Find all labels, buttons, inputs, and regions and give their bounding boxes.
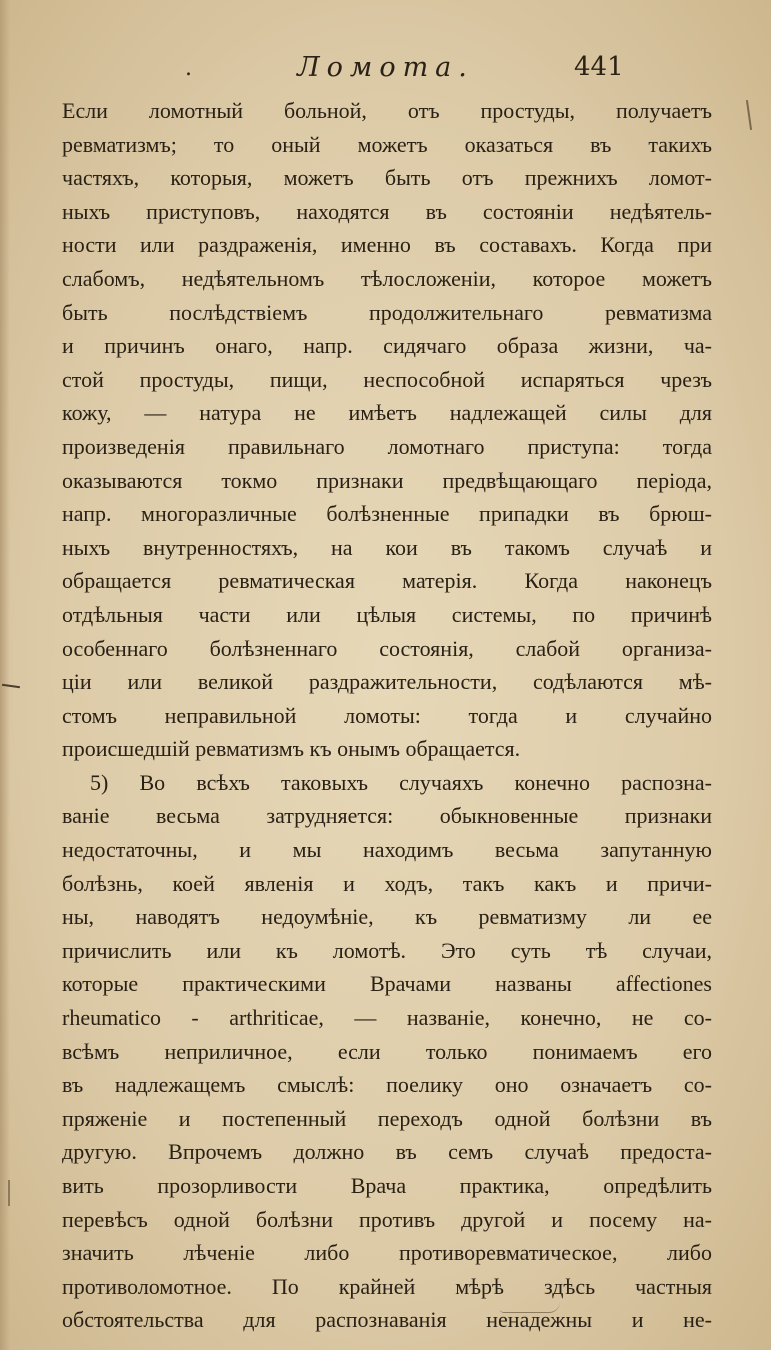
text-line: ности или раздраженія, именно въ составахъ. Когда при	[62, 232, 712, 258]
text-line: ныхъ внутренностяхъ, на кои въ такомъ случаѣ и	[62, 534, 712, 560]
text-line: ревматизмъ; то оный можетъ оказаться въ такихъ	[62, 131, 712, 157]
text-line: противоломотное. По крайней мѣрѣ здѣсь частныя	[62, 1273, 712, 1299]
header-dot: .	[185, 56, 192, 81]
text-line: напр. многоразличные болѣзненные припадки въ брюш-	[62, 501, 712, 527]
text-line: ціи или великой раздражительности, содѣлаются мѣ-	[62, 669, 712, 695]
text-line: обстоятельства для распознаванія ненадежны и не-	[62, 1307, 712, 1333]
text-line: перевѣсъ одной болѣзни противъ другой и посему на-	[62, 1206, 712, 1232]
text-line: особеннаго болѣзненнаго состоянія, слабой организа-	[62, 635, 712, 661]
text-line: значить лѣченіе либо противоревматическое, либо	[62, 1240, 712, 1266]
text-line: rheumatico - arthriticae, — названіе, конечно, не со-	[62, 1005, 712, 1031]
text-line: обращается ревматическая матерія. Когда наконецъ	[62, 568, 712, 594]
text-line: стомъ неправильной ломоты: тогда и случайно	[62, 702, 712, 728]
text-line: отдѣльныя части или цѣлыя системы, по причинѣ	[62, 601, 712, 627]
text-line: оказываются токмо признаки предвѣщающаго періода,	[62, 467, 712, 493]
body-text	[62, 94, 712, 1337]
text-line: быть послѣдствіемъ продолжительнаго ревматизма	[62, 299, 712, 325]
text-line: которые практическими Врачами названы affectiones	[62, 971, 712, 997]
margin-stain	[746, 100, 752, 130]
text-line: Если ломотный больной, отъ простуды, получаетъ	[62, 98, 712, 123]
text-line: частяхъ, которыя, можетъ быть отъ прежнихъ ломот-	[62, 165, 712, 191]
pencil-mark	[500, 1302, 560, 1313]
text-line: слабомъ, недѣятельномъ тѣлосложеніи, которое можетъ	[62, 265, 712, 291]
text-line: ны, наводятъ недоумѣніе, къ ревматизму ли ее	[62, 904, 712, 930]
text-line: и причинъ онаго, напр. сидячаго образа жизни, ча-	[62, 333, 712, 359]
text-line: пряженіе и постепенный переходъ одной болѣзни въ	[62, 1105, 712, 1131]
text-line: ныхъ приступовъ, находятся въ состояніи недѣятель-	[62, 198, 712, 224]
running-title: Ломота.	[297, 52, 474, 83]
text-line: ваніе весьма затрудняется: обыкновенные признаки	[62, 803, 712, 829]
text-line: недостаточны, и мы находимъ весьма запутанную	[62, 837, 712, 863]
text-line: въ надлежащемъ смыслѣ: поелику оно означаетъ со-	[62, 1072, 712, 1098]
text-line: всѣмъ неприличное, если только понимаемъ его	[62, 1038, 712, 1064]
text-line: произведенія правильнаго ломотнаго приступа: тогда	[62, 433, 712, 459]
text-line: происшедшій ревматизмъ къ онымъ обращается.	[62, 736, 521, 762]
text-line: другую. Впрочемъ должно въ семъ случаѣ предоста-	[62, 1139, 712, 1165]
paragraph-start-line: 5) Во всѣхъ таковыхъ случаяхъ конечно распозна-	[90, 769, 712, 795]
margin-stain	[8, 1180, 10, 1206]
text-line: вить прозорливости Врача практика, опредѣлить	[62, 1173, 712, 1198]
text-line: стой простуды, пищи, неспособной испаряться чрезъ	[62, 366, 712, 392]
page-number: 441	[574, 52, 624, 82]
text-line: болѣзнь, коей явленія и ходъ, такъ какъ и причи-	[62, 870, 712, 896]
page-edge-shadow	[0, 0, 10, 1350]
text-line: причислить или къ ломотѣ. Это суть тѣ случаи,	[62, 937, 712, 963]
text-line: кожу, — натура не имѣетъ надлежащей силы для	[62, 400, 712, 426]
page-header	[0, 52, 771, 92]
